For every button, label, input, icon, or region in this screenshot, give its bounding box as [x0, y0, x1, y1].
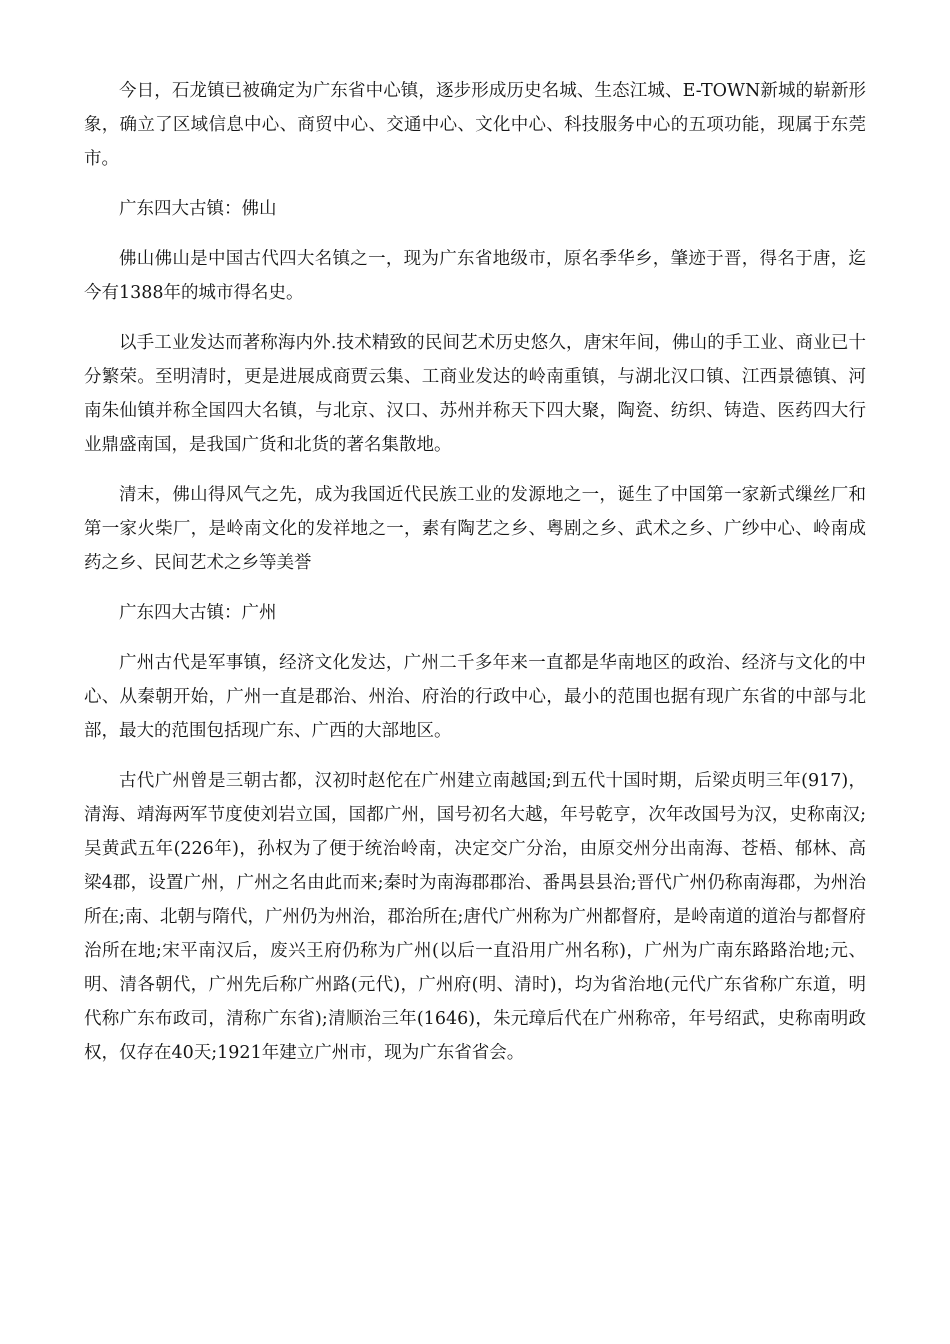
- paragraph-guangzhou-history: 古代广州曾是三朝古都，汉初时赵佗在广州建立南越国;到五代十国时期，后梁贞明三年(917)，清海、靖海两军节度使刘岩立国，国都广州，国号初名大越，年号乾亨，次年改国号为汉，史称南汉;吴黄武五年(226年)，孙权为了便于统治岭南，决定交广分治，由原交州分出南海、苍梧、郁林、高梁4郡，设置广州，广州之名由此而来;秦时为南海郡郡治、番禺县县治;晋代广州仍称南海郡，为州治所在;南、北朝与隋代，广州仍为州治，郡治所在;唐代广州称为广州都督府，是岭南道的道治与都督府治所在地;宋平南汉后，废兴王府仍称为广州(以后一直沿用广州名称)，广州为广南东路路治地;元、明、清各朝代，广州先后称广州路(元代)，广州府(明、清时)，均为省治地(元代广东省称广东道，明代称广东布政司，清称广东省);清顺治三年(1646)，朱元璋后代在广州称帝，年号绍武，史称南明政权，仅存在40天;1921年建立广州市，现为广东省省会。: [84, 771, 866, 1063]
- section-heading-foshan: 广东四大古镇：佛山: [119, 199, 277, 219]
- document-page: [84, 74, 866, 1086]
- paragraph-guangzhou-intro: 广州古代是军事镇，经济文化发达，广州二千多年来一直都是华南地区的政治、经济与文化的中心、从秦朝开始，广州一直是郡治、州治、府治的行政中心，最小的范围也据有现广东省的中部与北部，最大的范围包括现广东、广西的大部地区。: [84, 653, 866, 741]
- paragraph-foshan-intro: 佛山佛山是中国古代四大名镇之一，现为广东省地级市，原名季华乡，肇迹于晋，得名于唐，迄今有1388年的城市得名史。: [84, 249, 866, 303]
- section-heading-guangzhou: 广东四大古镇：广州: [119, 603, 277, 623]
- paragraph-foshan-handicraft: 以手工业发达而著称海内外.技术精致的民间艺术历史悠久，唐宋年间，佛山的手工业、商业已十分繁荣。至明清时，更是进展成商贾云集、工商业发达的岭南重镇，与湖北汉口镇、江西景德镇、河南朱仙镇并称全国四大名镇，与北京、汉口、苏州并称天下四大聚，陶瓷、纺织、铸造、医药四大行业鼎盛南国，是我国广货和北货的著名集散地。: [84, 333, 866, 455]
- paragraph-shilong-today: 今日，石龙镇已被确定为广东省中心镇，逐步形成历史名城、生态江城、E-TOWN新城的崭新形象，确立了区域信息中心、商贸中心、交通中心、文化中心、科技服务中心的五项功能，现属于东莞市。: [84, 81, 866, 169]
- paragraph-foshan-late-qing: 清末，佛山得风气之先，成为我国近代民族工业的发源地之一，诞生了中国第一家新式缫丝厂和第一家火柴厂，是岭南文化的发祥地之一，素有陶艺之乡、粤剧之乡、武术之乡、广纱中心、岭南成药之乡、民间艺术之乡等美誉: [84, 485, 866, 573]
